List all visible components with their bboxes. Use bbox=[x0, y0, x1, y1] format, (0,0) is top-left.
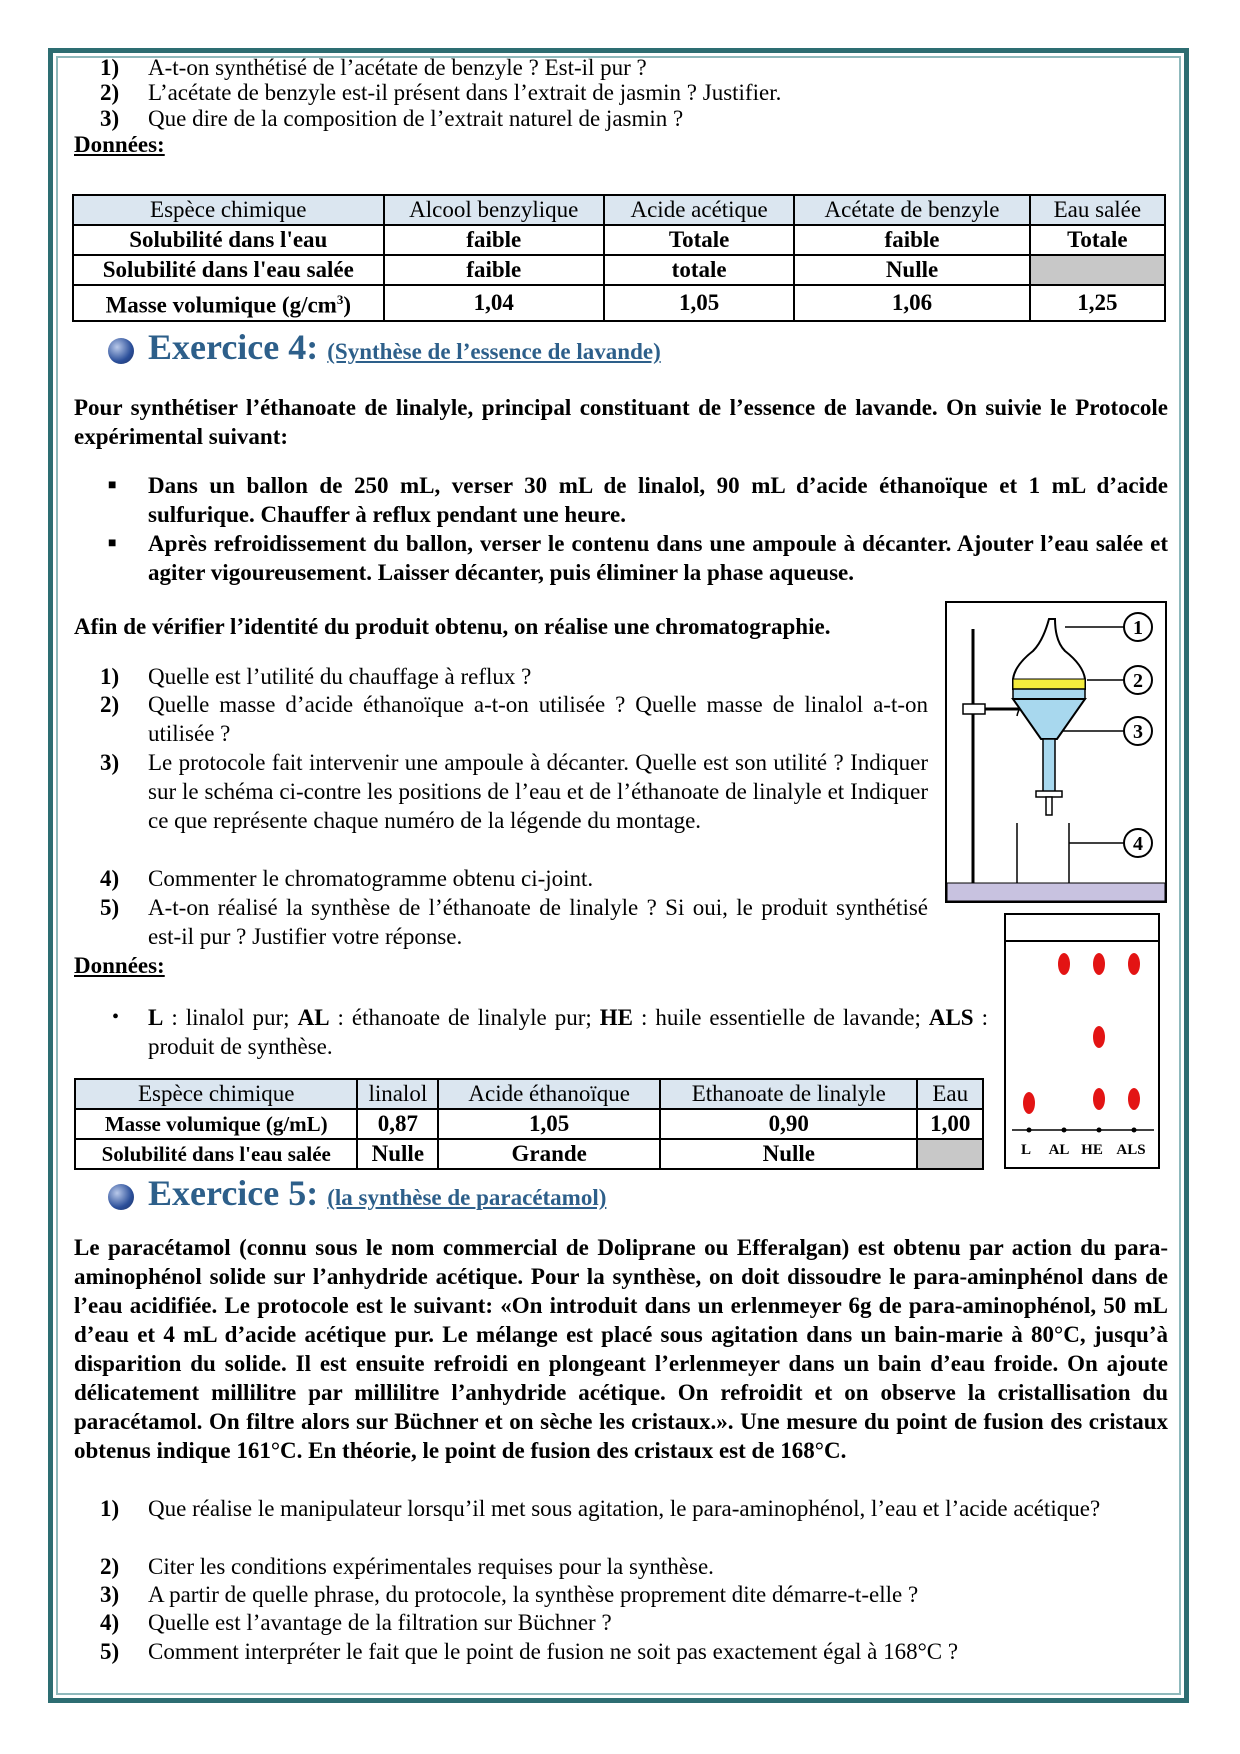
table-cell-empty bbox=[917, 1139, 983, 1169]
diagram-label-4: 4 bbox=[1133, 833, 1143, 855]
question-text: Citer les conditions expérimentales requises pour la synthèse. bbox=[148, 1554, 714, 1579]
table-row bbox=[73, 255, 1165, 285]
question-text: Le protocole fait intervenir une ampoule à décanter. Quelle est son utilité ? Indiquer sur le schéma ci-contre les positions de l’eau et de l’éthanoate de linalyle et Indiquer ce que représente chaque numéro de la légende du montage. bbox=[148, 750, 928, 833]
table-header-row bbox=[73, 195, 1165, 225]
ex4-intro: Pour synthétiser l’éthanoate de linalyle, principal constituant de l’essence de lavande. On suivie le Protocole expérimental suivant: bbox=[74, 395, 1168, 449]
table-cell: Solubilité dans l'eau bbox=[73, 225, 384, 255]
table-cell: Nulle bbox=[660, 1139, 917, 1169]
diagram-label-2: 2 bbox=[1133, 670, 1143, 692]
table-header-row bbox=[75, 1079, 983, 1109]
table-cell: faible bbox=[384, 225, 604, 255]
table-header-cell: linalol bbox=[357, 1079, 438, 1109]
table-cell: Totale bbox=[604, 225, 794, 255]
question-text: L’acétate de benzyle est-il présent dans l’extrait de jasmin ? Justifier. bbox=[148, 80, 782, 105]
separatory-funnel-diagram bbox=[945, 601, 1167, 903]
question-text: Que réalise le manipulateur lorsqu’il met sous agitation, le para-aminophénol, l’eau et l’acide acétique? bbox=[148, 1496, 1101, 1521]
protocol-step: Après refroidissement du ballon, verser le contenu dans une ampoule à décanter. Ajouter l’eau salée et agiter vigoureusement. Laisser décanter, puis éliminer la phase aqueuse. bbox=[148, 531, 1168, 585]
table-header-cell: Ethanoate de linalyle bbox=[660, 1079, 917, 1109]
table-header-cell: Eau salée bbox=[1030, 195, 1165, 225]
table-header-cell: Espèce chimique bbox=[75, 1079, 357, 1109]
question-text: A-t-on réalisé la synthèse de l’éthanoate de linalyle ? Si oui, le produit synthétisé est-il pur ? Justifier votre réponse. bbox=[148, 895, 928, 949]
table-properties-1 bbox=[72, 194, 1166, 322]
bullet-ball-icon bbox=[108, 338, 134, 364]
table-cell: Solubilité dans l'eau salée bbox=[73, 255, 384, 285]
exercise-title: Exercice 5: bbox=[148, 1173, 319, 1213]
table-cell: Grande bbox=[438, 1139, 660, 1169]
question-number: 1) bbox=[100, 1496, 120, 1521]
question-number: 2) bbox=[100, 692, 120, 717]
protocol-step: Dans un ballon de 250 mL, verser 30 mL de linalol, 90 mL d’acide éthanoïque et 1 mL d’acide sulfurique. Chauffer à reflux pendant une heure. bbox=[148, 473, 1168, 527]
exercise-subtitle: (la synthèse de paracétamol) bbox=[327, 1185, 607, 1210]
diagram-label-3: 3 bbox=[1133, 721, 1143, 743]
question-number: 3) bbox=[100, 1582, 120, 1607]
table-cell: 1,25 bbox=[1030, 285, 1165, 321]
donnees-heading: Données: bbox=[74, 132, 165, 157]
tlc-label-AL: AL bbox=[1048, 1142, 1070, 1158]
question-text: A partir de quelle phrase, du protocole, la synthèse proprement dite démarre-t-elle ? bbox=[148, 1582, 919, 1607]
table-row bbox=[75, 1139, 983, 1169]
table-row bbox=[75, 1109, 983, 1139]
question-text: Quelle est l’avantage de la filtration sur Büchner ? bbox=[148, 1610, 612, 1635]
table-cell: Totale bbox=[1030, 225, 1165, 255]
question-number: 5) bbox=[100, 1639, 120, 1664]
table-row bbox=[73, 285, 1165, 321]
exercise-title: Exercice 4: bbox=[148, 327, 319, 367]
question-number: 5) bbox=[100, 895, 120, 920]
square-bullet-icon: ■ bbox=[108, 536, 117, 551]
table-cell: 1,04 bbox=[384, 285, 604, 321]
table-cell: 1,06 bbox=[794, 285, 1029, 321]
question-text: Commenter le chromatogramme obtenu ci-joint. bbox=[148, 866, 594, 891]
question-number: 1) bbox=[100, 55, 120, 80]
question-number: 4) bbox=[100, 866, 120, 891]
donnees-heading: Données: bbox=[74, 953, 165, 978]
chromato-sentence: Afin de vérifier l’identité du produit obtenu, on réalise une chromatographie. bbox=[74, 614, 831, 639]
table-cell: 0,87 bbox=[357, 1109, 438, 1139]
question-text: Que dire de la composition de l’extrait naturel de jasmin ? bbox=[148, 106, 684, 131]
diagram-label-1: 1 bbox=[1133, 617, 1143, 639]
table-header-cell: Alcool benzylique bbox=[384, 195, 604, 225]
tlc-label-HE: HE bbox=[1081, 1142, 1103, 1158]
table-header-cell: Espèce chimique bbox=[73, 195, 384, 225]
table-cell: Masse volumique (g/mL) bbox=[75, 1109, 357, 1139]
exercise-subtitle: (Synthèse de l’essence de lavande) bbox=[327, 339, 661, 364]
ex5-intro: Le paracétamol (connu sous le nom commercial de Doliprane ou Efferalgan) est obtenu par action du para-aminophénol solide sur l’anhydride acétique. Pour la synthèse, on doit dissoudre le para-aminphénol dans de l’eau acidifiée. Le protocole est le suivant: «On introduit dans un erlenmeyer 6g de para-aminophénol, 50 mL d’eau et 4 mL d’acide acétique pur. Le mélange est placé sous agitation dans un bain-marie à 80°C, jusqu’à disparition du solide. Il est ensuite refroidi en plongeant l’erlenmeyer dans un bain d’eau froide. On ajoute délicatement millilitre par millilitre l’anhydride acétique. On refroidit et on observe la cristallisation du paracétamol. On filtre alors sur Büchner et on sèche les cristaux.». Une mesure du point de fusion des cristaux obtenus indique 161°C. En théorie, le point de fusion des cristaux est de 168°C. bbox=[74, 1235, 1168, 1463]
question-text: Quelle masse d’acide éthanoïque a-t-on utilisée ? Quelle masse de linalol a-t-on utilisée ? bbox=[148, 692, 928, 746]
table-header-cell: Acide acétique bbox=[604, 195, 794, 225]
question-number: 3) bbox=[100, 750, 120, 775]
tlc-label-ALS: ALS bbox=[1116, 1142, 1146, 1158]
table-cell-mass: Masse volumique $(g/cm^3)$ bbox=[73, 285, 384, 321]
table-properties-2 bbox=[74, 1078, 984, 1170]
question-text: Quelle est l’utilité du chauffage à reflux ? bbox=[148, 664, 532, 689]
table-row bbox=[73, 225, 1165, 255]
question-number: 3) bbox=[100, 106, 120, 131]
table-cell: 0,90 bbox=[660, 1109, 917, 1139]
square-bullet-icon: ■ bbox=[108, 478, 117, 493]
table-cell: totale bbox=[604, 255, 794, 285]
question-number: 4) bbox=[100, 1610, 120, 1635]
table-cell: faible bbox=[794, 225, 1029, 255]
chromatogram bbox=[1004, 913, 1160, 1169]
question-number: 1) bbox=[100, 664, 120, 689]
table-cell: faible bbox=[384, 255, 604, 285]
legend-text: L : linalol pur; AL : éthanoate de linalyle pur; HE : huile essentielle de lavande; ALS : produit de synthèse. bbox=[148, 1005, 988, 1059]
tlc-label-L: L bbox=[1020, 1142, 1032, 1158]
table-header-cell: Acide éthanoïque bbox=[438, 1079, 660, 1109]
table-cell: 1,00 bbox=[917, 1109, 983, 1139]
round-bullet-icon: • bbox=[112, 1006, 120, 1028]
table-header-cell: Eau bbox=[917, 1079, 983, 1109]
table-cell: 1,05 bbox=[438, 1109, 660, 1139]
table-cell: Nulle bbox=[357, 1139, 438, 1169]
table-header-cell: Acétate de benzyle bbox=[794, 195, 1029, 225]
question-number: 2) bbox=[100, 80, 120, 105]
table-cell: Solubilité dans l'eau salée bbox=[75, 1139, 357, 1169]
question-number: 2) bbox=[100, 1554, 120, 1579]
table-cell: Nulle bbox=[794, 255, 1029, 285]
table-cell: 1,05 bbox=[604, 285, 794, 321]
table-cell-empty bbox=[1030, 255, 1165, 285]
bullet-ball-icon bbox=[108, 1184, 134, 1210]
question-text: A-t-on synthétisé de l’acétate de benzyle ? Est-il pur ? bbox=[148, 55, 647, 80]
question-text: Comment interpréter le fait que le point de fusion ne soit pas exactement égal à 168°C ? bbox=[148, 1639, 959, 1664]
